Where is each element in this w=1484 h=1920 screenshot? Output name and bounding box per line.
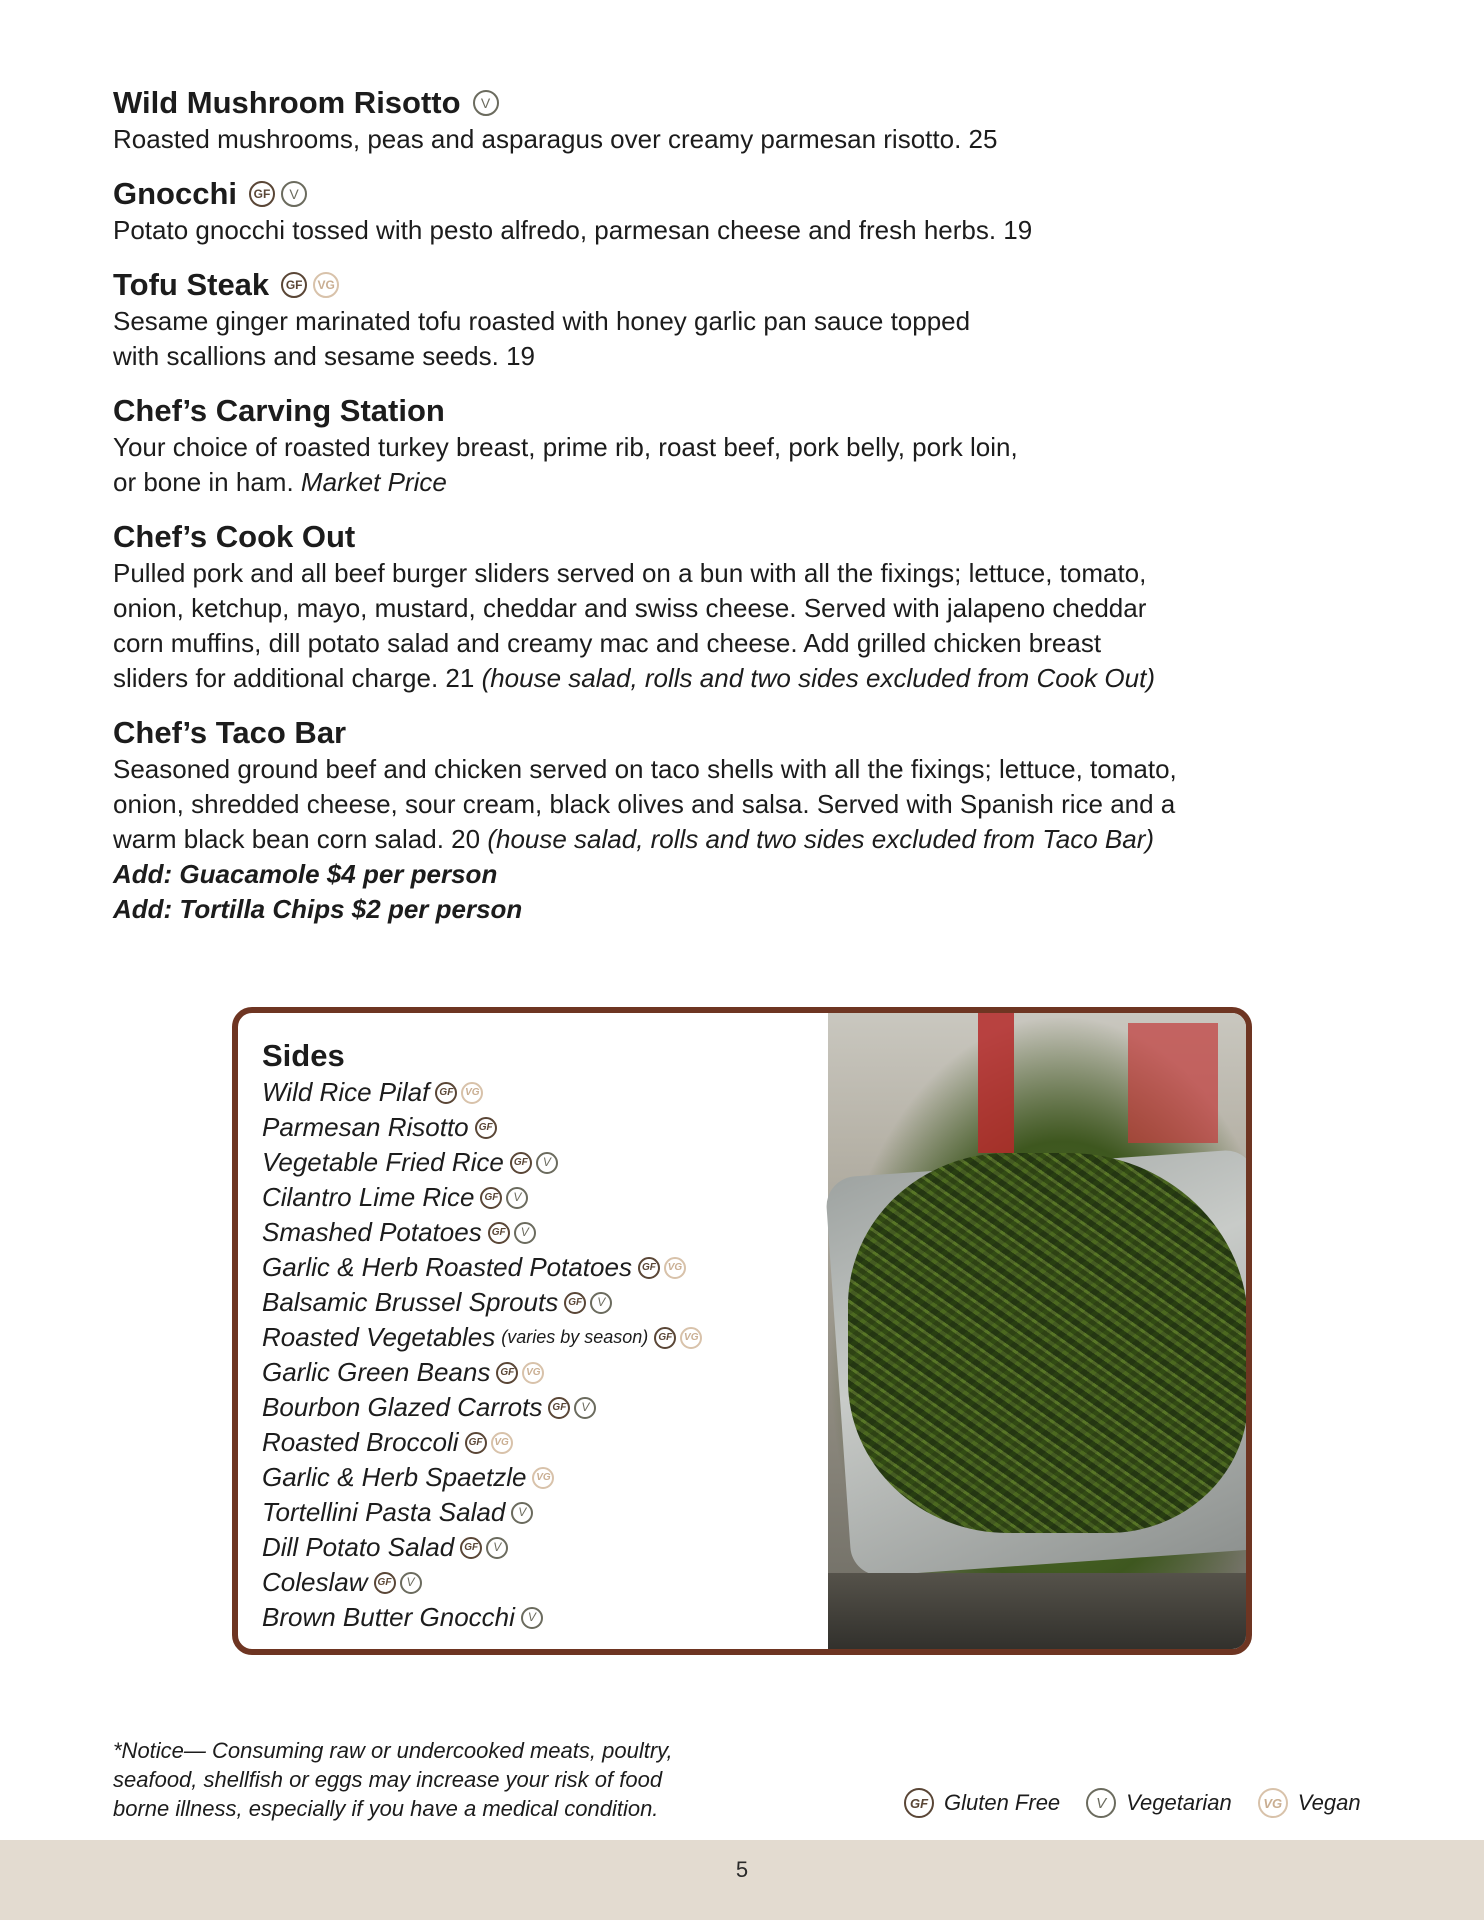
legend-label: Vegan bbox=[1297, 1790, 1361, 1815]
side-name: Roasted Broccoli bbox=[262, 1427, 459, 1457]
addon-tortilla-chips: Add: Tortilla Chips $2 per person bbox=[113, 894, 523, 924]
sides-panel bbox=[232, 1007, 1252, 1655]
side-item bbox=[262, 1250, 822, 1285]
desc-line: onion, shredded cheese, sour cream, black olives and salsa. Served with Spanish rice and a bbox=[113, 789, 1176, 819]
gluten-free-icon: GF bbox=[548, 1397, 570, 1419]
item-note: (house salad, rolls and two sides excluded from Taco Bar) bbox=[487, 824, 1155, 854]
gluten-free-icon: GF bbox=[475, 1117, 497, 1139]
legend-gluten-free bbox=[904, 1788, 1060, 1818]
side-item bbox=[262, 1215, 822, 1250]
addon-guacamole: Add: Guacamole $4 per person bbox=[113, 859, 498, 889]
photo-background-detail bbox=[1128, 1023, 1218, 1143]
gluten-free-icon: GF bbox=[465, 1432, 487, 1454]
vegetarian-icon: V bbox=[486, 1537, 508, 1559]
side-item bbox=[262, 1425, 822, 1460]
side-name: Cilantro Lime Rice bbox=[262, 1182, 475, 1212]
side-item bbox=[262, 1530, 822, 1565]
side-item bbox=[262, 1320, 822, 1355]
notice-line: seafood, shellfish or eggs may increase your risk of food bbox=[113, 1767, 663, 1792]
gluten-free-icon: GF bbox=[638, 1257, 660, 1279]
desc-line: Sesame ginger marinated tofu roasted with honey garlic pan sauce topped bbox=[113, 306, 971, 336]
side-item bbox=[262, 1180, 822, 1215]
side-item bbox=[262, 1460, 822, 1495]
side-name: Garlic Green Beans bbox=[262, 1357, 491, 1387]
menu-item bbox=[113, 266, 1283, 374]
desc-line: onion, ketchup, mayo, mustard, cheddar and swiss cheese. Served with jalapeno cheddar bbox=[113, 593, 1147, 623]
side-name: Smashed Potatoes bbox=[262, 1217, 482, 1247]
green-beans-photo bbox=[828, 1013, 1252, 1655]
item-description bbox=[113, 430, 1283, 500]
menu-item bbox=[113, 714, 1283, 927]
side-name: Garlic & Herb Roasted Potatoes bbox=[262, 1252, 632, 1282]
notice-line: *Notice— Consuming raw or undercooked meats, poultry, bbox=[113, 1738, 673, 1763]
item-title: Chef’s Cook Out bbox=[113, 519, 356, 554]
side-name: Brown Butter Gnocchi bbox=[262, 1602, 515, 1632]
side-item bbox=[262, 1075, 822, 1110]
vegetarian-icon: V bbox=[536, 1152, 558, 1174]
side-item bbox=[262, 1285, 822, 1320]
side-name: Parmesan Risotto bbox=[262, 1112, 469, 1142]
side-item bbox=[262, 1145, 822, 1180]
menu-item bbox=[113, 518, 1283, 696]
vegan-icon: VG bbox=[522, 1362, 544, 1384]
gluten-free-icon: GF bbox=[435, 1082, 457, 1104]
vegetarian-icon: V bbox=[511, 1502, 533, 1524]
side-name: Roasted Vegetables bbox=[262, 1322, 496, 1352]
side-item bbox=[262, 1495, 822, 1530]
desc-line: corn muffins, dill potato salad and creamy mac and cheese. Add grilled chicken breast bbox=[113, 628, 1102, 658]
entree-list bbox=[113, 84, 1283, 945]
side-name: Vegetable Fried Rice bbox=[262, 1147, 504, 1177]
gluten-free-icon: GF bbox=[564, 1292, 586, 1314]
counter-base bbox=[828, 1573, 1252, 1655]
desc-line: sliders for additional charge. 21 bbox=[113, 663, 475, 693]
item-title: Gnocchi bbox=[113, 176, 238, 211]
side-name: Coleslaw bbox=[262, 1567, 368, 1597]
dietary-legend bbox=[904, 1788, 1361, 1818]
item-title: Chef’s Taco Bar bbox=[113, 715, 347, 750]
vegetarian-icon: V bbox=[400, 1572, 422, 1594]
desc-line: or bone in ham. bbox=[113, 467, 294, 497]
sides-list bbox=[262, 1037, 822, 1635]
item-title: Chef’s Carving Station bbox=[113, 393, 445, 428]
gluten-free-icon: GF bbox=[480, 1187, 502, 1209]
gluten-free-icon: GF bbox=[510, 1152, 532, 1174]
desc-line: Seasoned ground beef and chicken served on taco shells with all the fixings; lettuce, tomato, bbox=[113, 754, 1177, 784]
vegetarian-icon: V bbox=[590, 1292, 612, 1314]
page-number: 5 bbox=[735, 1857, 749, 1882]
vegetarian-icon: V bbox=[574, 1397, 596, 1419]
vegan-icon: VG bbox=[532, 1467, 554, 1489]
item-title: Tofu Steak bbox=[113, 267, 270, 302]
item-note: (house salad, rolls and two sides excluded from Cook Out) bbox=[481, 663, 1155, 693]
vegan-icon: VG bbox=[461, 1082, 483, 1104]
item-description bbox=[113, 304, 1283, 374]
vegan-icon: VG bbox=[1258, 1788, 1288, 1818]
legend-label: Gluten Free bbox=[944, 1790, 1061, 1815]
gluten-free-icon: GF bbox=[374, 1572, 396, 1594]
side-item bbox=[262, 1110, 822, 1145]
market-price: Market Price bbox=[300, 467, 447, 497]
side-name: Balsamic Brussel Sprouts bbox=[262, 1287, 559, 1317]
item-description bbox=[113, 752, 1283, 857]
vegan-icon: VG bbox=[491, 1432, 513, 1454]
menu-item bbox=[113, 392, 1283, 500]
desc-line: Your choice of roasted turkey breast, prime rib, roast beef, pork belly, pork loin, bbox=[113, 432, 1018, 462]
gluten-free-icon: GF bbox=[488, 1222, 510, 1244]
gluten-free-icon: GF bbox=[281, 272, 307, 298]
notice-line: borne illness, especially if you have a medical condition. bbox=[113, 1796, 659, 1821]
menu-item bbox=[113, 84, 1283, 157]
vegan-icon: VG bbox=[680, 1327, 702, 1349]
vegetarian-icon: V bbox=[521, 1607, 543, 1629]
gluten-free-icon: GF bbox=[249, 181, 275, 207]
legend-vegetarian bbox=[1086, 1788, 1232, 1818]
food-safety-notice bbox=[113, 1736, 733, 1823]
vegetarian-icon: V bbox=[281, 181, 307, 207]
gluten-free-icon: GF bbox=[496, 1362, 518, 1384]
side-note: (varies by season) bbox=[501, 1327, 649, 1347]
vegetarian-icon: V bbox=[514, 1222, 536, 1244]
green-beans bbox=[848, 1153, 1248, 1533]
legend-vegan bbox=[1258, 1788, 1361, 1818]
item-description bbox=[113, 556, 1283, 696]
side-name: Wild Rice Pilaf bbox=[262, 1077, 430, 1107]
desc-line: warm black bean corn salad. 20 bbox=[113, 824, 481, 854]
vegan-icon: VG bbox=[313, 272, 339, 298]
gluten-free-icon: GF bbox=[654, 1327, 676, 1349]
vegetarian-icon: V bbox=[1086, 1788, 1116, 1818]
item-title: Wild Mushroom Risotto bbox=[113, 85, 461, 120]
photo-background-detail bbox=[978, 1013, 1014, 1153]
item-description: Potato gnocchi tossed with pesto alfredo, parmesan cheese and fresh herbs. 19 bbox=[113, 215, 1033, 245]
gluten-free-icon: GF bbox=[904, 1788, 934, 1818]
side-item bbox=[262, 1565, 822, 1600]
menu-item bbox=[113, 175, 1283, 248]
side-item bbox=[262, 1390, 822, 1425]
sides-title: Sides bbox=[262, 1038, 345, 1073]
desc-line: Pulled pork and all beef burger sliders served on a bun with all the fixings; lettuce, tomato, bbox=[113, 558, 1147, 588]
side-item bbox=[262, 1600, 822, 1635]
side-name: Tortellini Pasta Salad bbox=[262, 1497, 506, 1527]
legend-label: Vegetarian bbox=[1126, 1790, 1232, 1815]
gluten-free-icon: GF bbox=[460, 1537, 482, 1559]
item-description: Roasted mushrooms, peas and asparagus over creamy parmesan risotto. 25 bbox=[113, 124, 998, 154]
side-name: Bourbon Glazed Carrots bbox=[262, 1392, 543, 1422]
vegetarian-icon: V bbox=[506, 1187, 528, 1209]
desc-line: with scallions and sesame seeds. 19 bbox=[113, 341, 536, 371]
vegetarian-icon: V bbox=[473, 90, 499, 116]
side-name: Garlic & Herb Spaetzle bbox=[262, 1462, 527, 1492]
side-item bbox=[262, 1355, 822, 1390]
side-name: Dill Potato Salad bbox=[262, 1532, 455, 1562]
vegan-icon: VG bbox=[664, 1257, 686, 1279]
